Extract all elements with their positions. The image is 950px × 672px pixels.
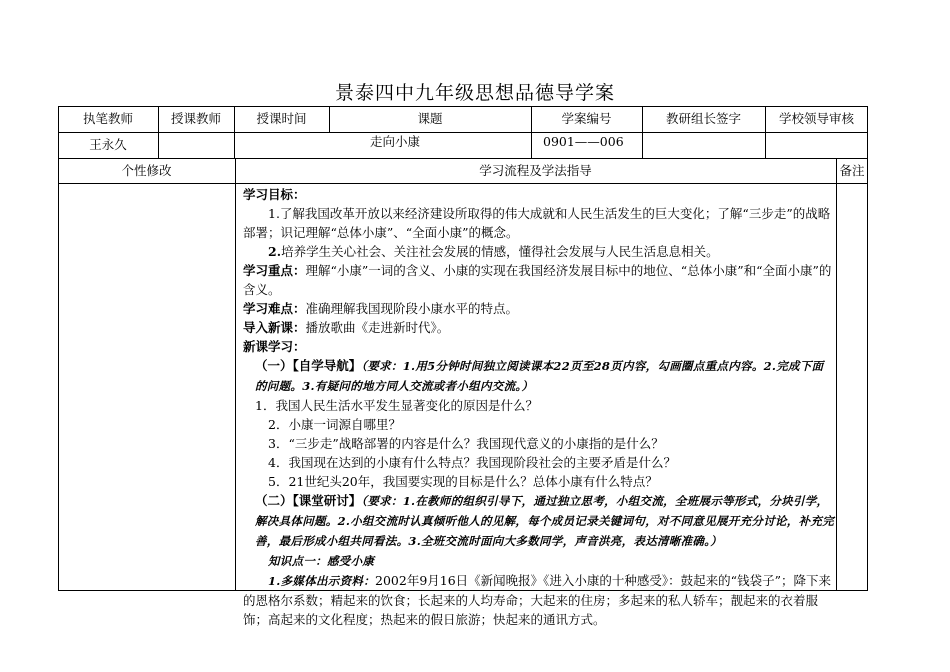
lesson-content [243,185,835,629]
intro-label: 导入新课： [243,320,306,335]
value-teacher: 王永久 [89,137,127,152]
header-time: 授课时间 [256,111,307,126]
goal-1: 1.了解我国改革开放以来经济建设所取得的伟大成就和人民生活发生的巨大变化；了解“三步走”的战略部署；识记理解“总体小康”、“全面小康”的概念。 [243,206,831,240]
goal-2-text: 培养学生关心社会、关注社会发展的情感，懂得社会发展与人民生活息息相关。 [281,244,719,259]
knowledge-point-1: 知识点一：感受小康 [268,554,375,568]
question-2: 2．小康一词源自哪里？ [268,417,401,432]
header-writer: 执笔教师 [82,111,133,126]
value-topic: 走向小康 [370,134,421,149]
question-1: 1．我国人民生活水平发生显著变化的原因是什么？ [255,398,538,413]
header-group-sign: 教研组长签字 [665,111,741,126]
material-text: 2002年9月16日《新闻晚报》《进入小康的十种感受》：鼓起来的“钱袋子”；降下来的恩格尔系数；精起来的饮食；长起来的人均寿命；大起来的住房；多起来的私人轿车；靓起来的衣着服饰；高起来的文化程度；热起来的假日旅游；快起来的通讯方式。 [243,573,831,627]
header-code: 学案编号 [561,111,612,126]
question-4: 4．我国现在达到的小康有什么特点？我国现阶段社会的主要矛盾是什么？ [268,455,676,470]
header-topic: 课题 [417,111,443,126]
header-lecturer: 授课教师 [170,111,221,126]
new-lesson-label: 新课学习： [243,339,306,354]
section-process: 学习流程及学法指导 [479,163,592,178]
goal-2-number: 2. [268,244,282,259]
key-label: 学习重点： [243,263,306,278]
self-study-requirements: （要求：1.用5分钟时间独立阅读课本22页至28页内容，勾画圈点重点内容。2.完成下面的问题。3.有疑问的地方同人交流或者小组内交流。） [255,359,824,393]
goals-label: 学习目标： [243,187,306,202]
header-leader-review: 学校领导审核 [778,111,854,126]
question-3: 3．“三步走”战略部署的内容是什么？我国现代意义的小康指的是什么？ [268,436,664,451]
difficult-text: 准确理解我国现阶段小康水平的特点。 [305,301,519,316]
section-personal-edit: 个性修改 [121,163,172,178]
intro-text: 播放歌曲《走进新时代》。 [305,320,450,335]
difficult-label: 学习难点： [243,301,306,316]
value-code: 0901——006 [543,134,624,149]
material-label: 1.多媒体出示资料： [268,574,376,588]
self-study-label: （一）【自学导航】 [255,358,362,373]
document-title: 景泰四中九年级思想品德导学案 [334,82,615,104]
section-remarks: 备注 [839,163,865,178]
class-discussion-label: （二）【课堂研讨】 [255,493,362,508]
goal-2 [243,242,835,261]
class-discussion-requirements: （要求：1.在教师的组织引导下，通过独立思考，小组交流，全班展示等形式，分块引学，解决具体问题。2.小组交流时认真倾听他人的见解，每个成员记录关键词句，对不同意见展开充分讨论，补充完善，最后形成小组共同看法。3.全班交流时面向大多数同学，声音洪亮，表达清晰准确。） [255,494,834,548]
question-5: 5．21世纪头20年，我国要实现的目标是什么？总体小康有什么特点？ [268,474,658,489]
key-text: 理解“小康”一词的含义、小康的实现在我国经济发展目标中的地位、“总体小康”和“全面小康”的含义。 [243,263,832,297]
